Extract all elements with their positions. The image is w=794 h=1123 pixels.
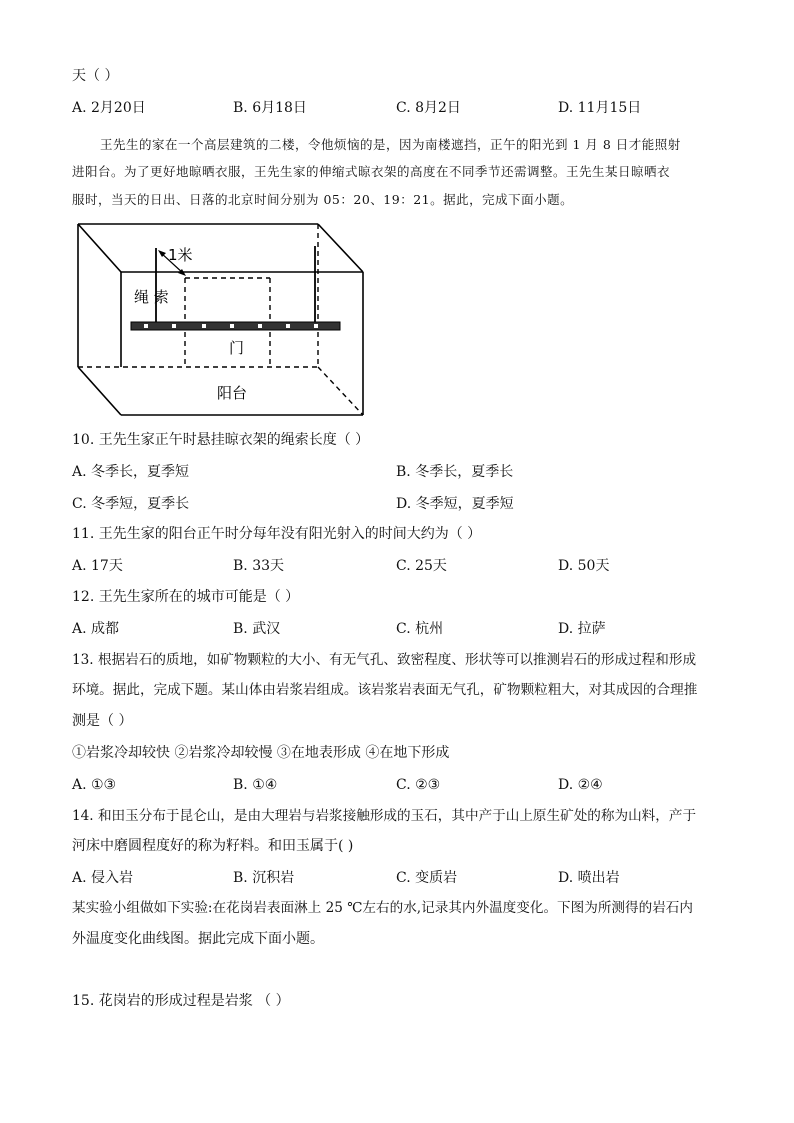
passage-line-3: 服时，当天的日出、日落的北京时间分别为 05：20、19：21。据此，完成下面小题。 (72, 192, 574, 207)
clothes-rack-bar (131, 322, 340, 330)
q11-option-c: C. 25天 (396, 558, 447, 574)
label-rope: 绳 索 (134, 288, 169, 306)
box-bottom-left-edge (78, 367, 121, 415)
q14-option-d: D. 喷出岩 (558, 870, 620, 886)
question-14-line-1: 14. 和田玉分布于昆仑山，是由大理岩与岩浆接触形成的玉石，其中产于山上原生矿处的称为山料，产于 (72, 808, 697, 824)
q9-option-b: B. 6月18日 (233, 100, 307, 116)
q9-option-a: A. 2月20日 (72, 100, 146, 116)
q12-option-a: A. 成都 (72, 621, 120, 637)
question-12: 12. 王先生家所在的城市可能是（ ） (72, 589, 300, 605)
q12-option-b: B. 武汉 (233, 621, 281, 637)
question-13-statements: ①岩浆冷却较快 ②岩浆冷却较慢 ③在地表形成 ④在地下形成 (72, 745, 450, 761)
question-10: 10. 王先生家正午时悬挂晾衣架的绳索长度（ ） (72, 432, 370, 448)
q13-option-b: B. ①④ (233, 777, 278, 793)
label-distance: 1米 (168, 246, 193, 264)
question-13-line-1: 13. 根据岩石的质地，如矿物颗粒的大小、有无气孔、致密程度、形状等可以推测岩石的形成过程和形成 (72, 652, 697, 668)
question-11: 11. 王先生家的阳台正午时分每年没有阳光射入的时间大约为（ ） (72, 526, 482, 542)
q11-option-a: A. 17天 (72, 558, 123, 574)
q9-option-d: D. 11月15日 (558, 100, 642, 116)
q11-option-b: B. 33天 (233, 558, 285, 574)
passage-line-2: 进阳台。为了更好地晾晒衣服，王先生家的伸缩式晾衣架的高度在不同季节还需调整。王先生某日晾晒衣 (72, 164, 671, 179)
box-top-right-edge (318, 224, 363, 272)
q10-option-c: C. 冬季短，夏季长 (72, 496, 190, 512)
q13-option-c: C. ②③ (396, 777, 441, 793)
question-13-line-2: 环境。据此，完成下题。某山体由岩浆岩组成。该岩浆岩表面无气孔，矿物颗粒粗大，对其成因的合理推 (72, 682, 698, 698)
question-14-line-2: 河床中磨圆程度好的称为籽料。和田玉属于( ) (72, 838, 354, 854)
question-9-tail: 天（ ） (72, 68, 119, 84)
question-13-line-3: 测是（ ） (72, 713, 133, 729)
q11-option-d: D. 50天 (558, 558, 610, 574)
q12-option-c: C. 杭州 (396, 621, 444, 637)
q13-option-d: D. ②④ (558, 777, 603, 793)
q13-option-a: A. ①③ (72, 777, 117, 793)
box-bottom-right-hidden-edge (318, 367, 363, 415)
question-15: 15. 花岗岩的形成过程是岩浆 （ ） (72, 993, 290, 1009)
q14-option-c: C. 变质岩 (396, 870, 458, 886)
q14-option-b: B. 沉积岩 (233, 870, 295, 886)
passage-line-1: 王先生的家在一个高层建筑的二楼，令他烦恼的是，因为南楼遮挡，正午的阳光到 1 月 8 日才能照射 (100, 137, 681, 152)
q10-option-b: B. 冬季长，夏季长 (396, 464, 514, 480)
q9-option-c: C. 8月2日 (396, 100, 461, 116)
experiment-line-2: 外温度变化曲线图。据此完成下面小题。 (72, 931, 324, 947)
q10-option-a: A. 冬季长，夏季短 (72, 464, 190, 480)
q12-option-d: D. 拉萨 (558, 621, 606, 637)
label-balcony: 阳台 (217, 384, 248, 402)
experiment-line-1: 某实验小组做如下实验:在花岗岩表面淋上 25 ℃左右的水,记录其内外温度变化。下图为所测得的岩石内 (72, 900, 693, 916)
q10-option-d: D. 冬季短，夏季短 (396, 496, 514, 512)
label-door: 门 (229, 339, 245, 357)
balcony-diagram (72, 220, 372, 420)
box-top-left-edge (78, 224, 121, 272)
q14-option-a: A. 侵入岩 (72, 870, 134, 886)
